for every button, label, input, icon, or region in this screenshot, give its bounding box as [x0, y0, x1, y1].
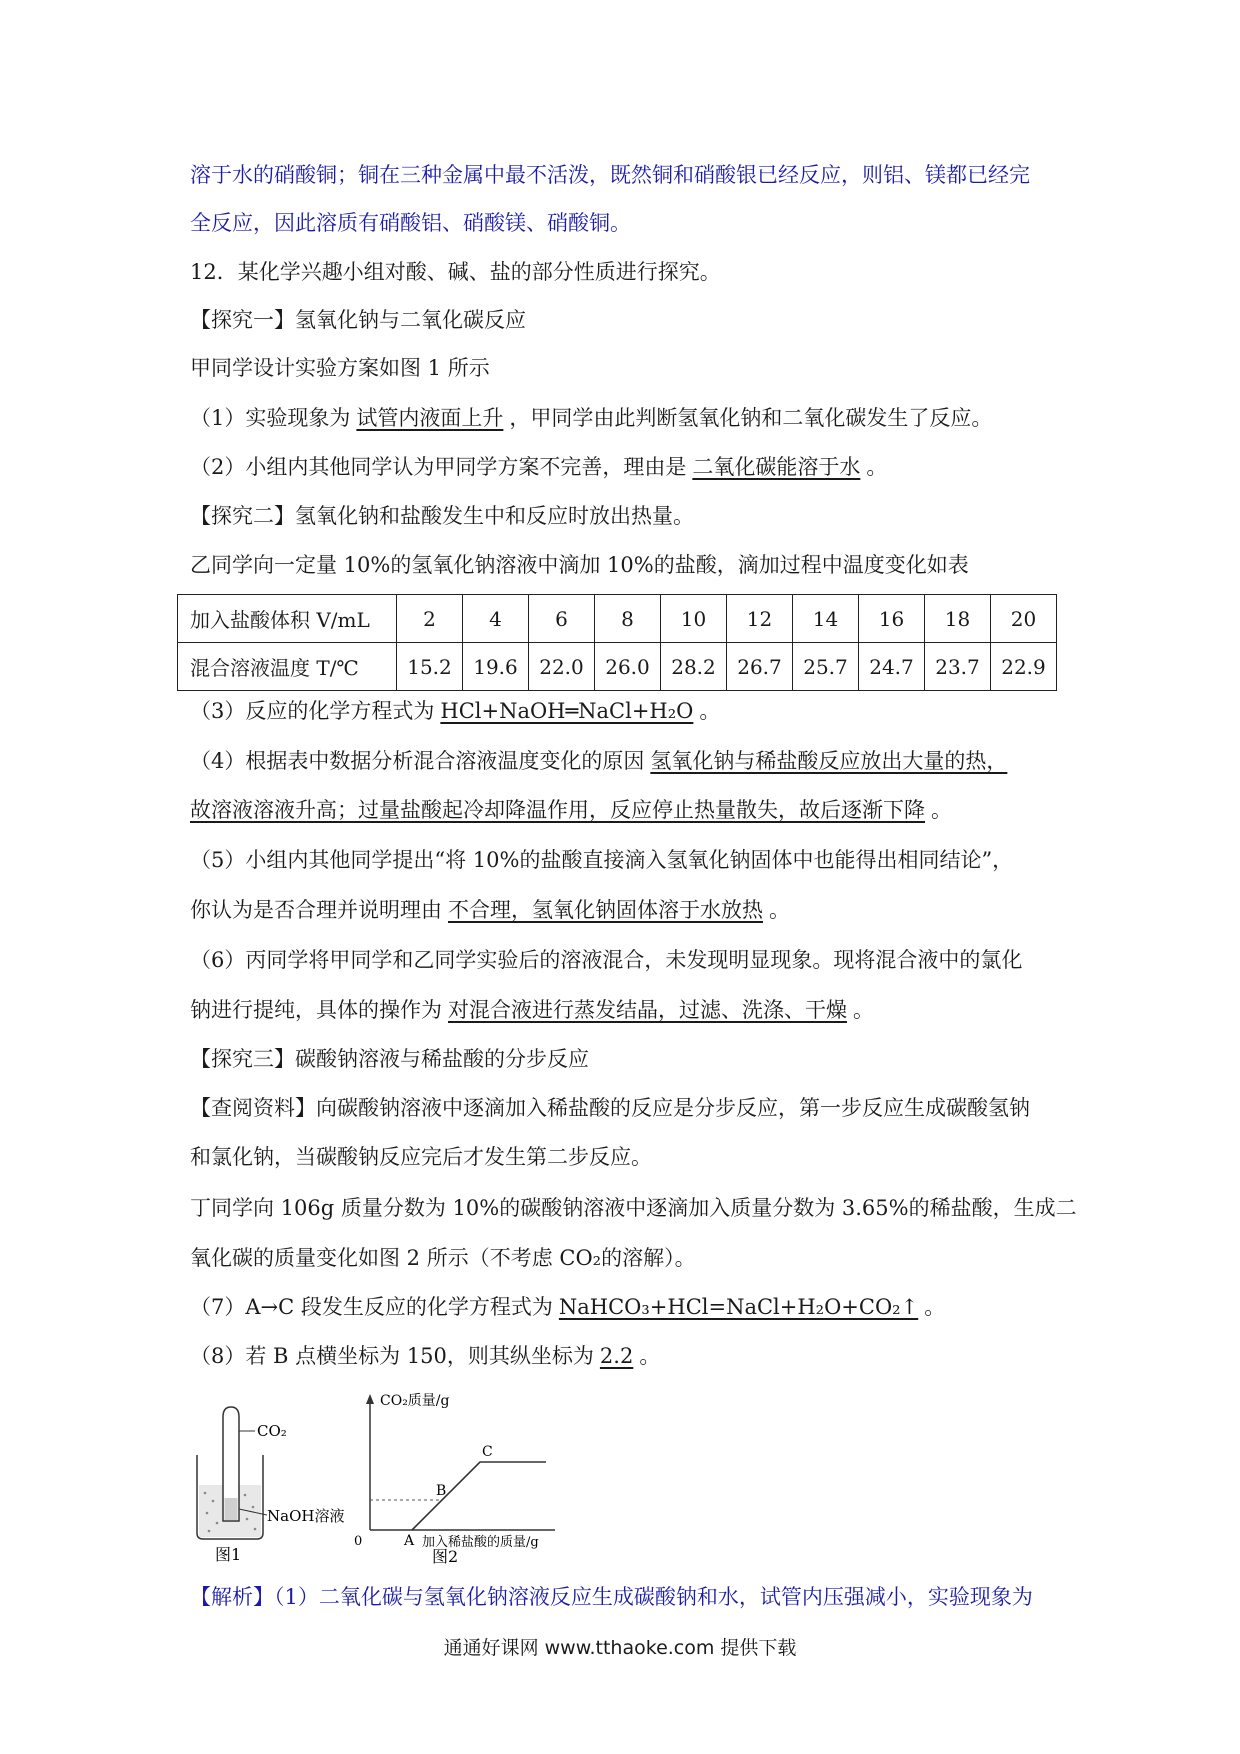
part-1-rest: ，甲同学由此判断氢氧化钠和二氧化碳发生了反应。 — [509, 406, 993, 430]
part-6-rest: 。 — [853, 998, 874, 1022]
inquiry-2-title: 【探究二】氢氧化钠和盐酸发生中和反应时放出热量。 — [190, 504, 694, 528]
intro-line-2: 全反应，因此溶质有硝酸铝、硝酸镁、硝酸铜。 — [190, 211, 631, 235]
liquid-label: NaOH溶液 — [267, 1507, 345, 1525]
table-cell: 12 — [727, 595, 793, 643]
part-5 — [190, 895, 790, 925]
part-3-answer: HCl+NaOH═NaCl+H₂O — [440, 699, 694, 723]
reference-title: 【查阅资料】 — [190, 1096, 316, 1120]
part-4-answer-1: 氢氧化钠与稀盐酸反应放出大量的热， — [650, 749, 1008, 773]
table-row-label: 加入盐酸体积 V/mL — [178, 595, 397, 643]
table-cell: 16 — [859, 595, 925, 643]
point-a-label: A — [404, 1533, 415, 1549]
part-1-prompt: （1）实验现象为 — [190, 406, 351, 430]
part-4-rest: 。 — [931, 798, 952, 822]
inquiry-1-desc: 甲同学设计实验方案如图 1 所示 — [190, 356, 490, 380]
table-cell: 6 — [529, 595, 595, 643]
part-7-rest: 。 — [924, 1295, 946, 1319]
reference-line-2: 和氯化钠，当碳酸钠反应完后才发生第二步反应。 — [190, 1145, 652, 1169]
part-2-prompt: （2）小组内其他同学认为甲同学方案不完善，理由是 — [190, 455, 687, 479]
table-cell: 26.7 — [727, 643, 793, 691]
point-c-label: C — [482, 1444, 493, 1460]
part-6-answer: 对混合液进行蒸发结晶，过滤、洗涤、干燥 — [448, 998, 847, 1022]
intro-line-1: 溶于水的硝酸铜；铜在三种金属中最不活泼，既然铜和硝酸银已经反应，则铝、镁都已经完 — [190, 163, 1030, 187]
co2-curve — [412, 1462, 546, 1530]
table-cell: 25.7 — [793, 643, 859, 691]
inquiry-2-desc: 乙同学向一定量 10%的氢氧化钠溶液中滴加 10%的盐酸，滴加过程中温度变化如表 — [190, 553, 969, 577]
y-axis-label: CO₂质量/g — [380, 1393, 450, 1409]
temperature-table — [177, 594, 1057, 691]
part-4 — [190, 746, 1013, 776]
table-row-label: 混合溶液温度 T/℃ — [178, 643, 397, 691]
part-3 — [190, 696, 720, 726]
table-cell: 14 — [793, 595, 859, 643]
part-8-rest: 。 — [639, 1344, 661, 1368]
table-cell: 4 — [463, 595, 529, 643]
part-2-answer: 二氧化碳能溶于水 — [692, 455, 861, 479]
part-5-answer: 不合理，氢氧化钠固体溶于水放热 — [448, 898, 763, 922]
analysis-line — [190, 1582, 1033, 1612]
part-1-answer: 试管内液面上升 — [356, 406, 504, 430]
part-8-answer: 2.2 — [599, 1344, 634, 1368]
figure-2-graph — [354, 1390, 600, 1566]
question-12-stem: 12．某化学兴趣小组对酸、碱、盐的部分性质进行探究。 — [190, 260, 721, 284]
part-6-line-1: （6）丙同学将甲同学和乙同学实验后的溶液混合，未发现明显现象。现将混合液中的氯化 — [190, 948, 1023, 972]
part-5-rest: 。 — [769, 898, 790, 922]
ding-line-2: 氧化碳的质量变化如图 2 所示（不考虑 CO₂的溶解）。 — [190, 1246, 696, 1270]
analysis-label: 【解析】 — [190, 1585, 274, 1609]
gas-label: CO₂ — [257, 1422, 287, 1440]
table-cell: 26.0 — [595, 643, 661, 691]
table-cell: 15.2 — [397, 643, 463, 691]
figure-1-apparatus — [195, 1403, 345, 1564]
reference-text-1: 向碳酸钠溶液中逐滴加入稀盐酸的反应是分步反应，第一步反应生成碳酸氢钠 — [316, 1096, 1030, 1120]
table-cell: 10 — [661, 595, 727, 643]
part-7 — [190, 1292, 945, 1322]
part-5-line-1: （5）小组内其他同学提出“将 10%的盐酸直接滴入氢氧化钠固体中也能得出相同结论”， — [190, 848, 1014, 872]
table-cell: 2 — [397, 595, 463, 643]
part-3-rest: 。 — [699, 699, 721, 723]
tube-liquid — [225, 1498, 238, 1520]
y-axis-arrow-icon — [366, 1394, 374, 1404]
origin-label: 0 — [354, 1534, 363, 1549]
part-4-answer-2: 故溶液溶液升高；过量盐酸起冷却降温作用，反应停止热量散失，故后逐渐下降 — [190, 798, 925, 822]
part-2-rest: 。 — [866, 455, 888, 479]
analysis-text: （1）二氧化碳与氢氧化钠溶液反应生成碳酸钠和水，试管内压强减小，实验现象为 — [274, 1585, 1033, 1609]
table-cell: 19.6 — [463, 643, 529, 691]
ding-line-1: 丁同学向 106g 质量分数为 10%的碳酸钠溶液中逐滴加入质量分数为 3.65%的稀盐酸，生成二 — [190, 1196, 1077, 1220]
part-2 — [190, 452, 887, 482]
inquiry-3-title: 【探究三】碳酸钠溶液与稀盐酸的分步反应 — [190, 1047, 589, 1071]
point-b-label: B — [436, 1483, 447, 1499]
inquiry-1-title: 【探究一】氢氧化钠与二氧化碳反应 — [190, 308, 526, 332]
part-1 — [190, 403, 992, 433]
part-7-prompt: （7）A→C 段发生反应的化学方程式为 — [190, 1295, 553, 1319]
part-3-prompt: （3）反应的化学方程式为 — [190, 699, 435, 723]
table-cell: 23.7 — [925, 643, 991, 691]
table-cell: 28.2 — [661, 643, 727, 691]
page-footer: 通通好课网 www.tthaoke.com 提供下载 — [443, 1637, 797, 1659]
part-7-answer: NaHCO₃+HCl=NaCl+H₂O+CO₂↑ — [558, 1295, 919, 1319]
table-cell: 24.7 — [859, 643, 925, 691]
reference-line-1 — [190, 1093, 1030, 1123]
part-4-prompt: （4）根据表中数据分析混合溶液温度变化的原因 — [190, 749, 645, 773]
figure-1-caption: 图1 — [215, 1545, 242, 1564]
table-cell: 8 — [595, 595, 661, 643]
part-8-prompt: （8）若 B 点横坐标为 150，则其纵坐标为 — [190, 1344, 594, 1368]
table-cell: 22.0 — [529, 643, 595, 691]
part-6 — [190, 995, 874, 1025]
table-row — [178, 595, 1057, 643]
part-4-cont — [190, 795, 952, 825]
part-8 — [190, 1341, 660, 1371]
table-cell: 20 — [991, 595, 1057, 643]
table-cell: 18 — [925, 595, 991, 643]
table-row — [178, 643, 1057, 691]
figure-2-caption: 图2 — [432, 1547, 459, 1566]
part-5-prompt: 你认为是否合理并说明理由 — [190, 898, 442, 922]
x-axis-label: 加入稀盐酸的质量/g — [422, 1535, 539, 1550]
table-cell: 22.9 — [991, 643, 1057, 691]
part-6-prompt: 钠进行提纯，具体的操作为 — [190, 998, 442, 1022]
